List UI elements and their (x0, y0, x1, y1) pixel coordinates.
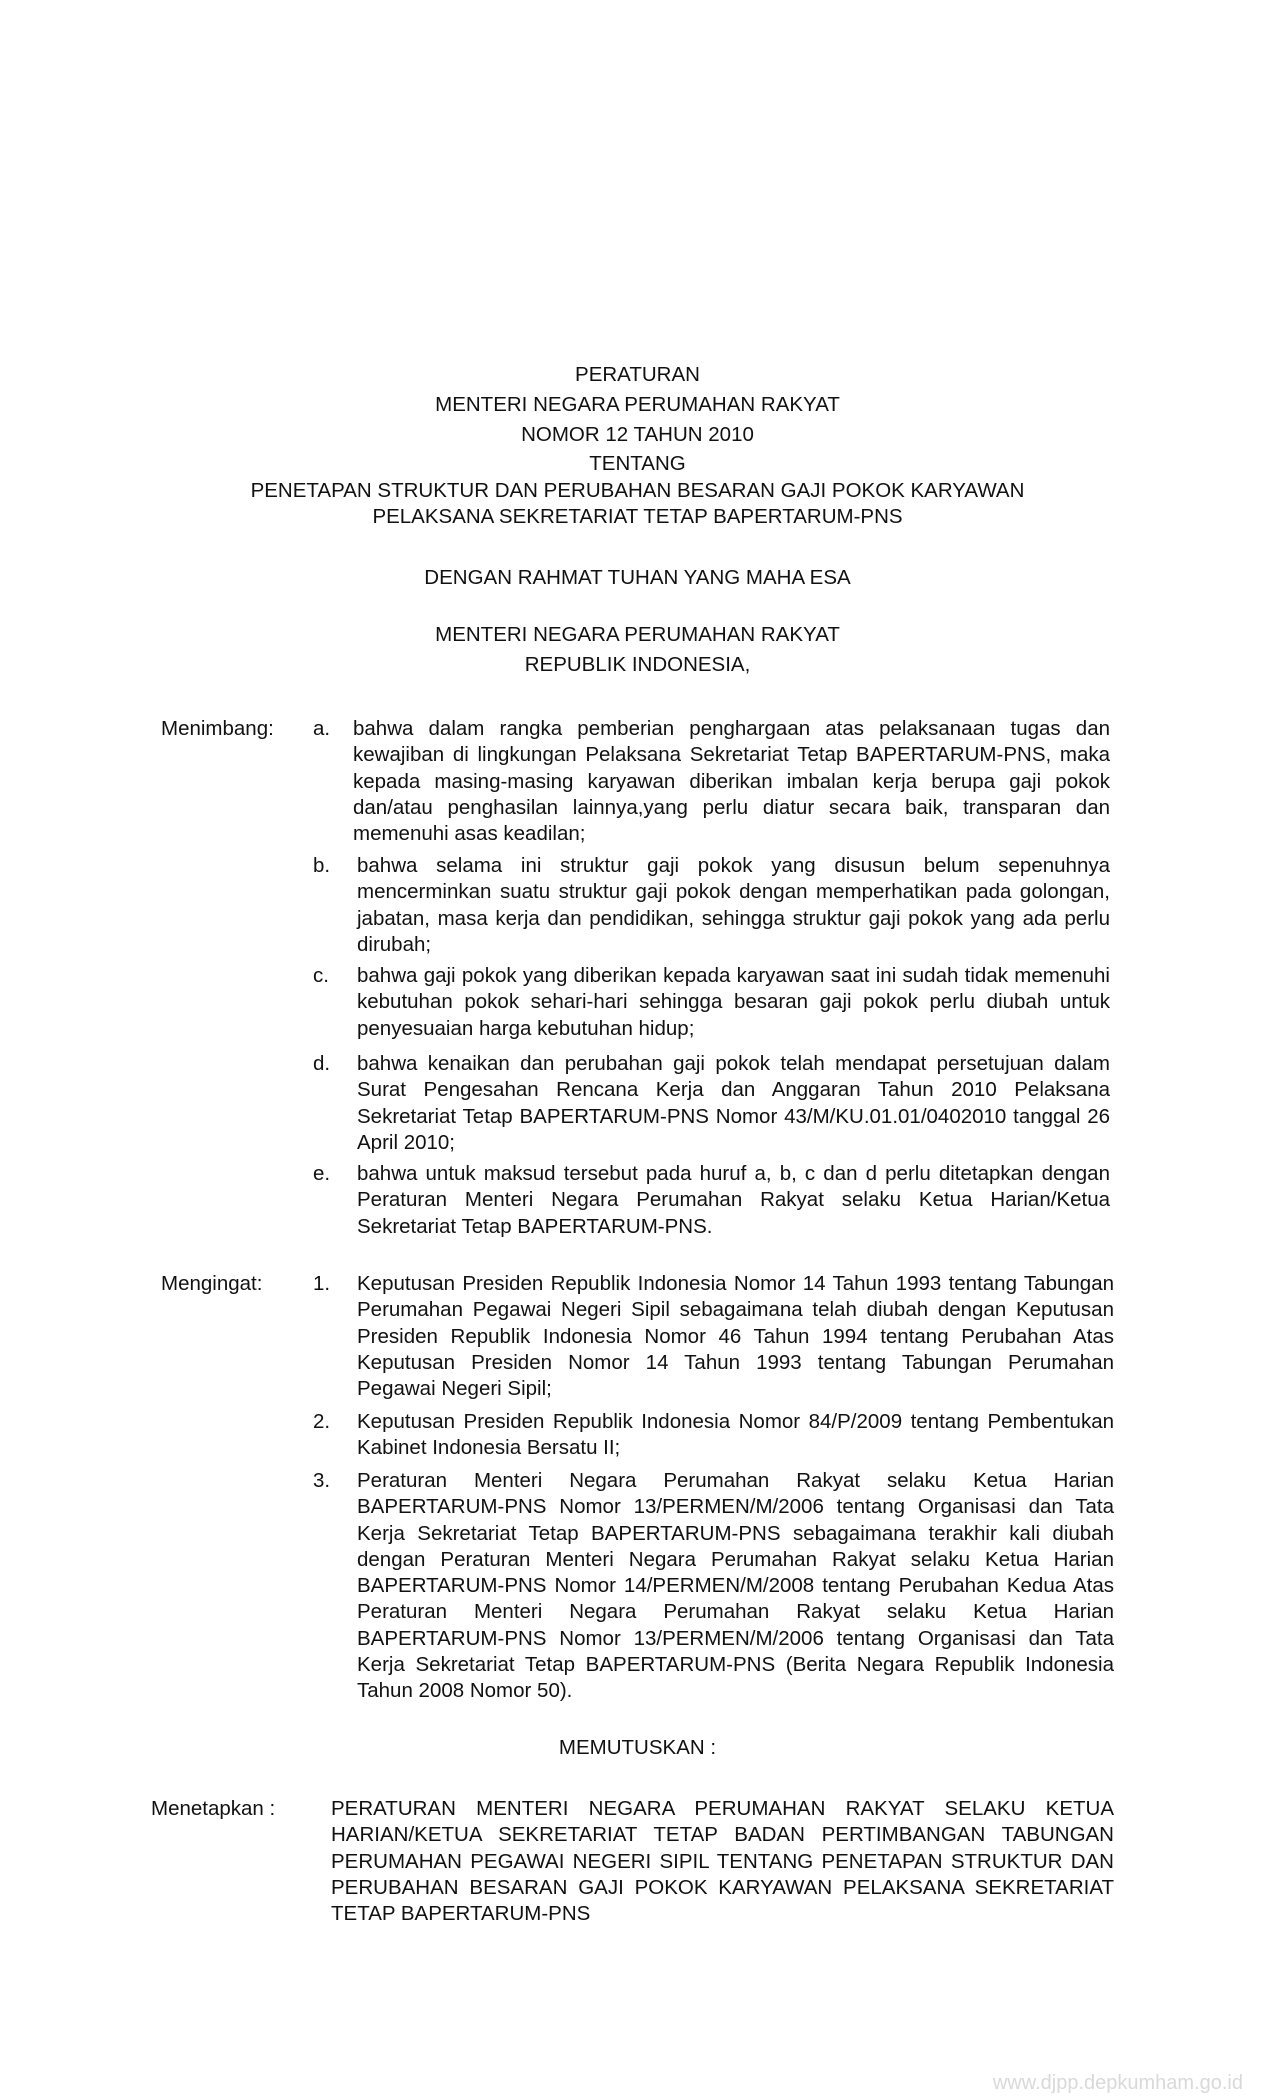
header-line-1: PERATURAN (575, 363, 700, 386)
invocation-text: DENGAN RAHMAT TUHAN YANG MAHA ESA (424, 566, 851, 589)
watermark: www.djpp.depkumham.go.id (992, 2072, 1243, 2094)
minister-line-1: MENTERI NEGARA PERUMAHAN RAKYAT (435, 623, 840, 646)
menetapkan-text: PERATURAN MENTERI NEGARA PERUMAHAN RAKYAT SELAKU KETUA HARIAN/KETUA SEKRETARIAT TETAP BADAN PERTIMBANGAN TABUNGAN PERUMAHAN PEGAWAI NEGERI SIPIL TENTANG PENETAPAN STRUKTUR DAN PERUBAHAN BESARAN GAJI POKOK KARYAWAN PELAKSANA SEKRETARIAT TETAP BAPERTARUM-PNS (331, 1797, 1114, 1926)
menimbang-item-e: bahwa untuk maksud tersebut pada huruf a, b, c dan d perlu ditetapkan dengan Peraturan Menteri Negara Perumahan Rakyat selaku Ketua Harian/Ketua Sekretariat Tetap BAPERTARUM-PNS. (357, 1162, 1110, 1238)
mengingat-item-3: Peraturan Menteri Negara Perumahan Rakyat selaku Ketua Harian BAPERTARUM-PNS Nomor 13/PERMEN/M/2006 tentang Organisasi dan Tata Kerja Sekretariat Tetap BAPERTARUM-PNS sebagaimana terakhir kali diubah dengan Peraturan Menteri Negara Perumahan Rakyat selaku Ketua Harian BAPERTARUM-PNS Nomor 14/PERMEN/M/2008 tentang Perubahan Kedua Atas Peraturan Menteri Negara Perumahan Rakyat selaku Ketua Harian BAPERTARUM-PNS Nomor 13/PERMEN/M/2006 tentang Organisasi dan Tata Kerja Sekretariat Tetap BAPERTARUM-PNS (Berita Negara Republik Indonesia Tahun 2008 Nomor 50). (357, 1469, 1114, 1703)
mengingat-marker-2: 2. (313, 1410, 331, 1433)
header-line-3: NOMOR 12 TAHUN 2010 (521, 423, 754, 446)
header-line-5: PENETAPAN STRUKTUR DAN PERUBAHAN BESARAN GAJI POKOK KARYAWAN (250, 479, 1025, 502)
menimbang-item-d: bahwa kenaikan dan perubahan gaji pokok telah mendapat persetujuan dalam Surat Pengesahan Rencana Kerja dan Anggaran Tahun 2010 Pelaksana Sekretariat Tetap BAPERTARUM-PNS Nomor 43/M/KU.01.01/0402010 tanggal 26 April 2010; (357, 1052, 1110, 1154)
memutuskan-heading (0, 1735, 1275, 1761)
menetapkan-label: Menetapkan : (151, 1797, 276, 1820)
document-header (0, 360, 1275, 530)
header-line-2: MENTERI NEGARA PERUMAHAN RAKYAT (435, 393, 840, 416)
mengingat-item-2: Keputusan Presiden Republik Indonesia Nomor 84/P/2009 tentang Pembentukan Kabinet Indonesia Bersatu II; (357, 1410, 1114, 1460)
mengingat-label: Mengingat: (161, 1272, 263, 1295)
menimbang-item-c: bahwa gaji pokok yang diberikan kepada karyawan saat ini sudah tidak memenuhi kebutuhan pokok sehari-hari sehingga besaran gaji pokok perlu diubah untuk penyesuaian harga kebutuhan hidup; (357, 964, 1110, 1040)
menimbang-label: Menimbang: (161, 717, 274, 740)
minister-title (0, 620, 1275, 680)
invocation (0, 563, 1275, 593)
menimbang-marker-e: e. (313, 1162, 331, 1185)
menimbang-item-b: bahwa selama ini struktur gaji pokok yang disusun belum sepenuhnya mencerminkan suatu struktur gaji pokok dengan memperhatikan pada golongan, jabatan, masa kerja dan pendidikan, sehingga struktur gaji pokok yang ada perlu dirubah; (357, 854, 1110, 956)
menimbang-marker-b: b. (313, 854, 331, 877)
mengingat-marker-1: 1. (313, 1272, 331, 1295)
header-line-6: PELAKSANA SEKRETARIAT TETAP BAPERTARUM-PNS (372, 505, 903, 528)
mengingat-item-1: Keputusan Presiden Republik Indonesia Nomor 14 Tahun 1993 tentang Tabungan Perumahan Pegawai Negeri Sipil sebagaimana telah diubah dengan Keputusan Presiden Republik Indonesia Nomor 46 Tahun 1994 tentang Perubahan Atas Keputusan Presiden Nomor 14 Tahun 1993 tentang Tabungan Perumahan Pegawai Negeri Sipil; (357, 1272, 1114, 1401)
menimbang-marker-d: d. (313, 1052, 331, 1075)
mengingat-marker-3: 3. (313, 1469, 331, 1492)
header-line-4: TENTANG (589, 452, 686, 475)
minister-line-2: REPUBLIK INDONESIA, (524, 653, 751, 676)
menimbang-item-a: bahwa dalam rangka pemberian penghargaan atas pelaksanaan tugas dan kewajiban di lingkungan Pelaksana Sekretariat Tetap BAPERTARUM-PNS, maka kepada masing-masing karyawan diberikan imbalan kerja berupa gaji pokok dan/atau penghasilan lainnya,yang perlu diatur secara baik, transparan dan memenuhi asas keadilan; (353, 717, 1110, 846)
menimbang-marker-a: a. (313, 717, 331, 740)
menimbang-marker-c: c. (313, 964, 329, 987)
memutuskan-text: MEMUTUSKAN : (558, 1736, 717, 1759)
